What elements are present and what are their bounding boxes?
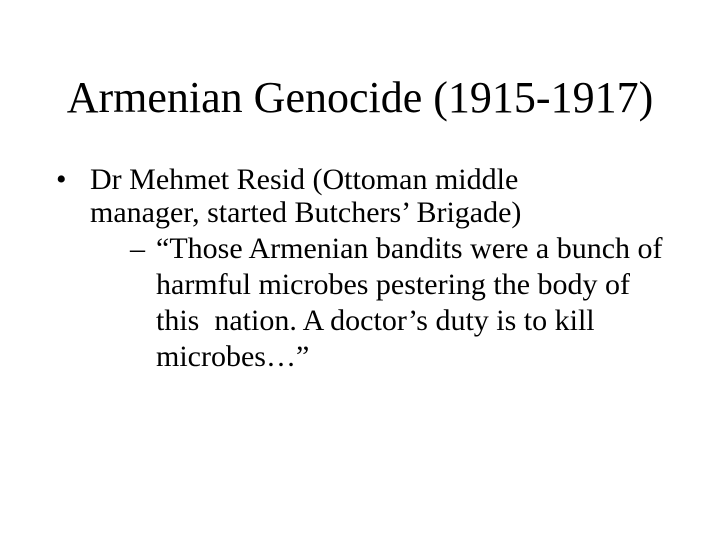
bullet-marker: • (56, 163, 67, 196)
sub-bullet-item (130, 231, 686, 375)
quote-text-line: this nation. A doctor’s duty is to kill (156, 304, 595, 337)
quote-text-line: harmful microbes pestering the body of (156, 268, 631, 301)
quote-text-line: “Those Armenian bandits were a bunch of (156, 232, 663, 265)
bullet-text-line: Dr Mehmet Resid (Ottoman middle (90, 163, 519, 196)
bullet-list (56, 163, 686, 375)
sub-bullet-marker: – (130, 232, 145, 265)
quote-text-line: microbes…” (156, 340, 310, 373)
slide-title: Armenian Genocide (1915-1917) (66, 73, 654, 122)
bullet-item (56, 163, 686, 375)
bullet-text-line: manager, started Butchers’ Brigade) (90, 196, 522, 229)
